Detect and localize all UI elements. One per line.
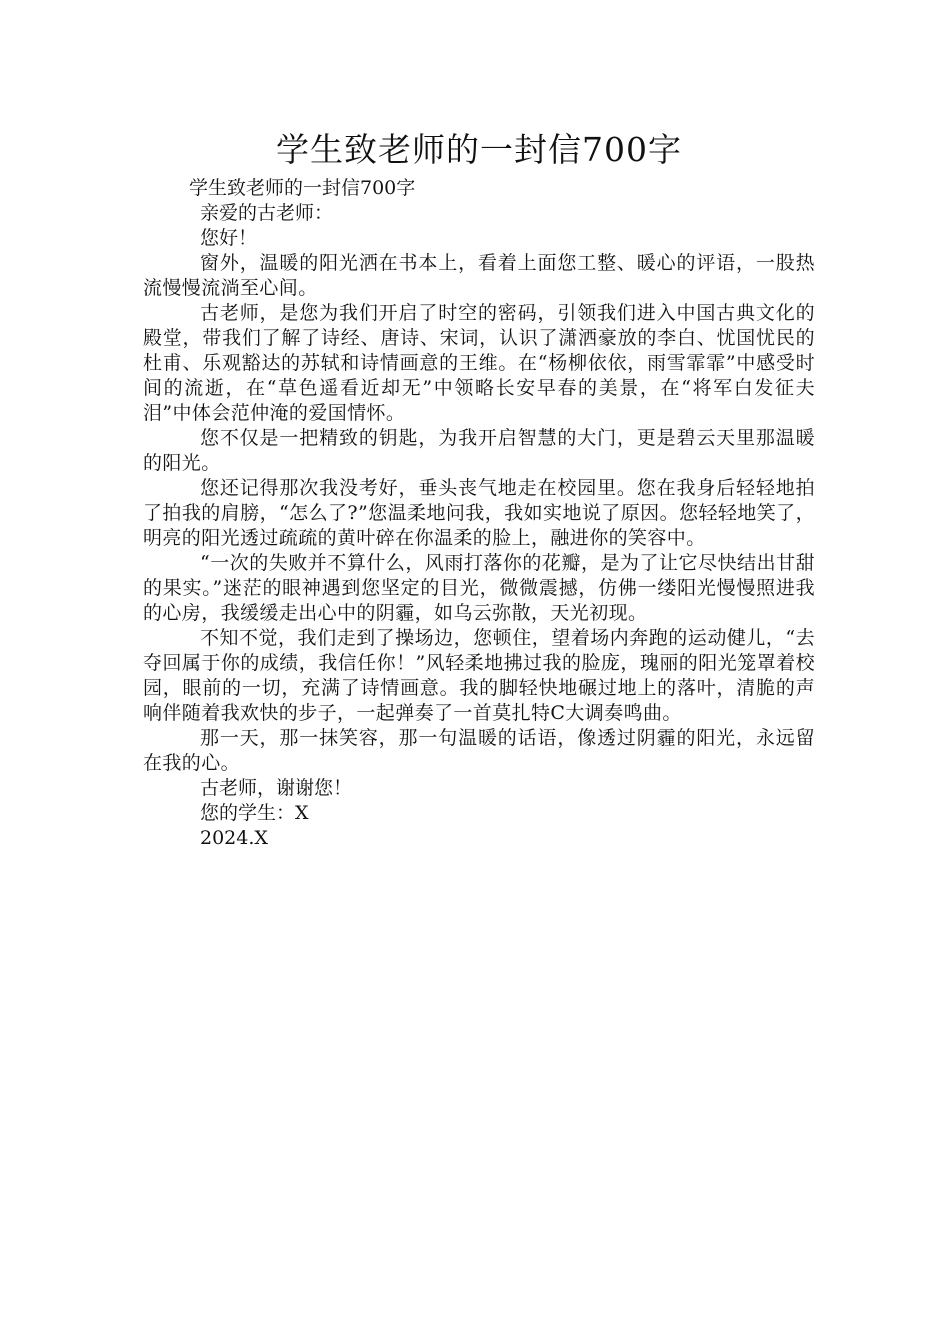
salutation: 亲爱的古老师： [200, 202, 334, 224]
paragraph-5: “一次的失败并不算什么，风雨打落你的花瓣，是为了让它尽快结出甘甜的果实。”迷茫的眼神遇到您坚定的目光，微微震撼，仿佛一缕阳光慢慢照进我的心房，我缓缓走出心中的阴霾，如乌云弥散，天光初现。 [143, 552, 815, 624]
paragraph-2: 古老师，是您为我们开启了时空的密码，引领我们进入中国古典文化的殿堂，带我们了解了诗经、唐诗、宋词，认识了潇洒豪放的李白、忧国忧民的杜甫、乐观豁达的苏轼和诗情画意的王维。在“杨柳依依，雨雪霏霏”中感受时间的流逝，在“草色遥看近却无”中领略长安早春的美景，在“将军白发征夫泪”中体会范仲淹的爱国情怀。 [143, 302, 815, 424]
document-title: 学生致老师的一封信700字 [276, 130, 682, 169]
signature: 您的学生：X [200, 802, 309, 824]
paragraph-4: 您还记得那次我没考好，垂头丧气地走在校园里。您在我身后轻轻地拍了拍我的肩膀，“怎么了?”您温柔地问我，我如实地说了原因。您轻轻地笑了，明亮的阳光透过疏疏的黄叶碎在你温柔的脸上，融进你的笑容中。 [143, 477, 815, 549]
paragraph-6: 不知不觉，我们走到了操场边，您顿住，望着场内奔跑的运动健儿，“去夺回属于你的成绩，我信任你！”风轻柔地拂过我的脸庞，瑰丽的阳光笼罩着校园，眼前的一切，充满了诗情画意。我的脚轻快地碾过地上的落叶，清脆的声响伴随着我欢快的步子，一起弹奏了一首莫扎特C大调奏鸣曲。 [143, 627, 815, 724]
paragraph-7: 那一天，那一抹笑容，那一句温暖的话语，像透过阴霾的阳光，永远留在我的心。 [143, 727, 815, 774]
paragraph-1: 窗外，温暖的阳光洒在书本上，看着上面您工整、暖心的评语，一股热流慢慢流淌至心间。 [143, 252, 815, 299]
document-page [143, 128, 815, 851]
date: 2024.X [200, 827, 268, 849]
document-subtitle: 学生致老师的一封信700字 [189, 177, 416, 199]
closing: 古老师，谢谢您！ [200, 777, 353, 799]
paragraph-3: 您不仅是一把精致的钥匙，为我开启智慧的大门，更是碧云天里那温暖的阳光。 [143, 427, 815, 474]
greeting: 您好！ [200, 227, 258, 249]
